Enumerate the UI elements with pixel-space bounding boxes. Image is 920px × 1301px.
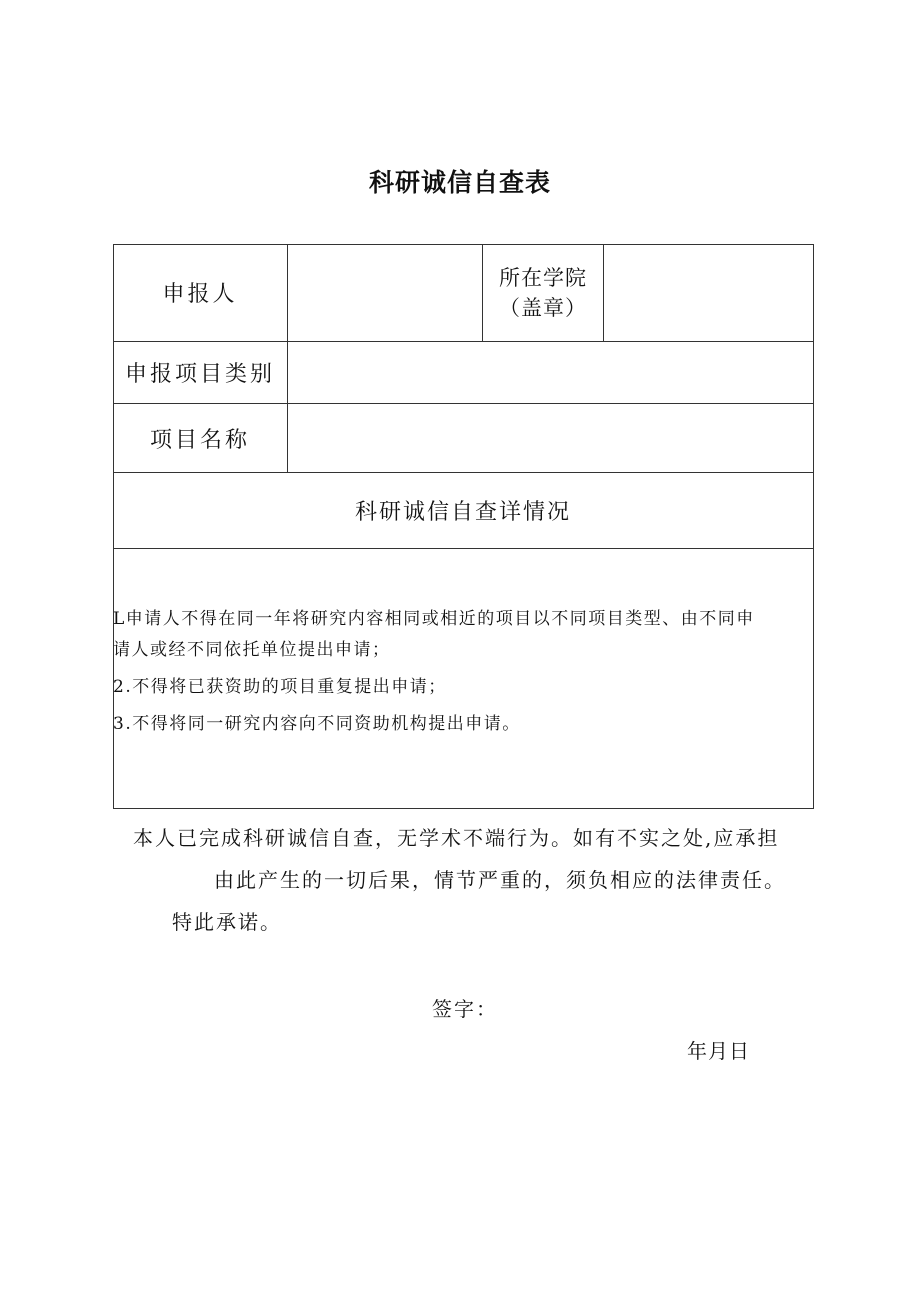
- college-label-line1: 所在学院: [499, 265, 587, 290]
- project-category-field[interactable]: [288, 342, 813, 403]
- applicant-field[interactable]: [288, 245, 482, 341]
- applicant-label: 申报人: [162, 282, 238, 307]
- details-header: 科研诚信自查详情况: [354, 500, 571, 525]
- pledge-line-2: 由此产生的一切后果，情节严重的，须负相应的法律责任。: [214, 868, 786, 892]
- signature-label: 签字：: [432, 997, 498, 1021]
- project-name-label: 项目名称: [149, 427, 250, 453]
- rule-item: 请人或经不同依托单位提出申请；: [113, 640, 391, 660]
- self-check-form: [113, 244, 814, 809]
- rule-item: L申请人不得在同一年将研究内容相同或相近的项目以不同项目类型、由不同申: [113, 609, 755, 629]
- college-field[interactable]: [604, 245, 813, 341]
- rule-item: 3.不得将同一研究内容向不同资助机构提出申请。: [113, 714, 521, 734]
- table-row-divider: [113, 548, 814, 549]
- college-label: [483, 244, 603, 341]
- table-border-right: [813, 244, 814, 809]
- pledge-line-3: 特此承诺。: [172, 910, 282, 934]
- college-label-line2: （盖章）: [499, 295, 587, 320]
- page-title: 科研诚信自查表: [368, 168, 551, 197]
- date-label: 年月日: [687, 1039, 750, 1063]
- project-name-field[interactable]: [288, 404, 813, 472]
- pledge-line-1: 本人已完成科研诚信自查，无学术不端行为。如有不实之处,应承担: [133, 826, 780, 850]
- rules-list: [113, 604, 813, 740]
- project-category-label: 申报项目类别: [124, 362, 275, 387]
- rule-item: 2.不得将已获资助的项目重复提出申请；: [113, 677, 447, 697]
- table-border-bottom: [113, 808, 814, 809]
